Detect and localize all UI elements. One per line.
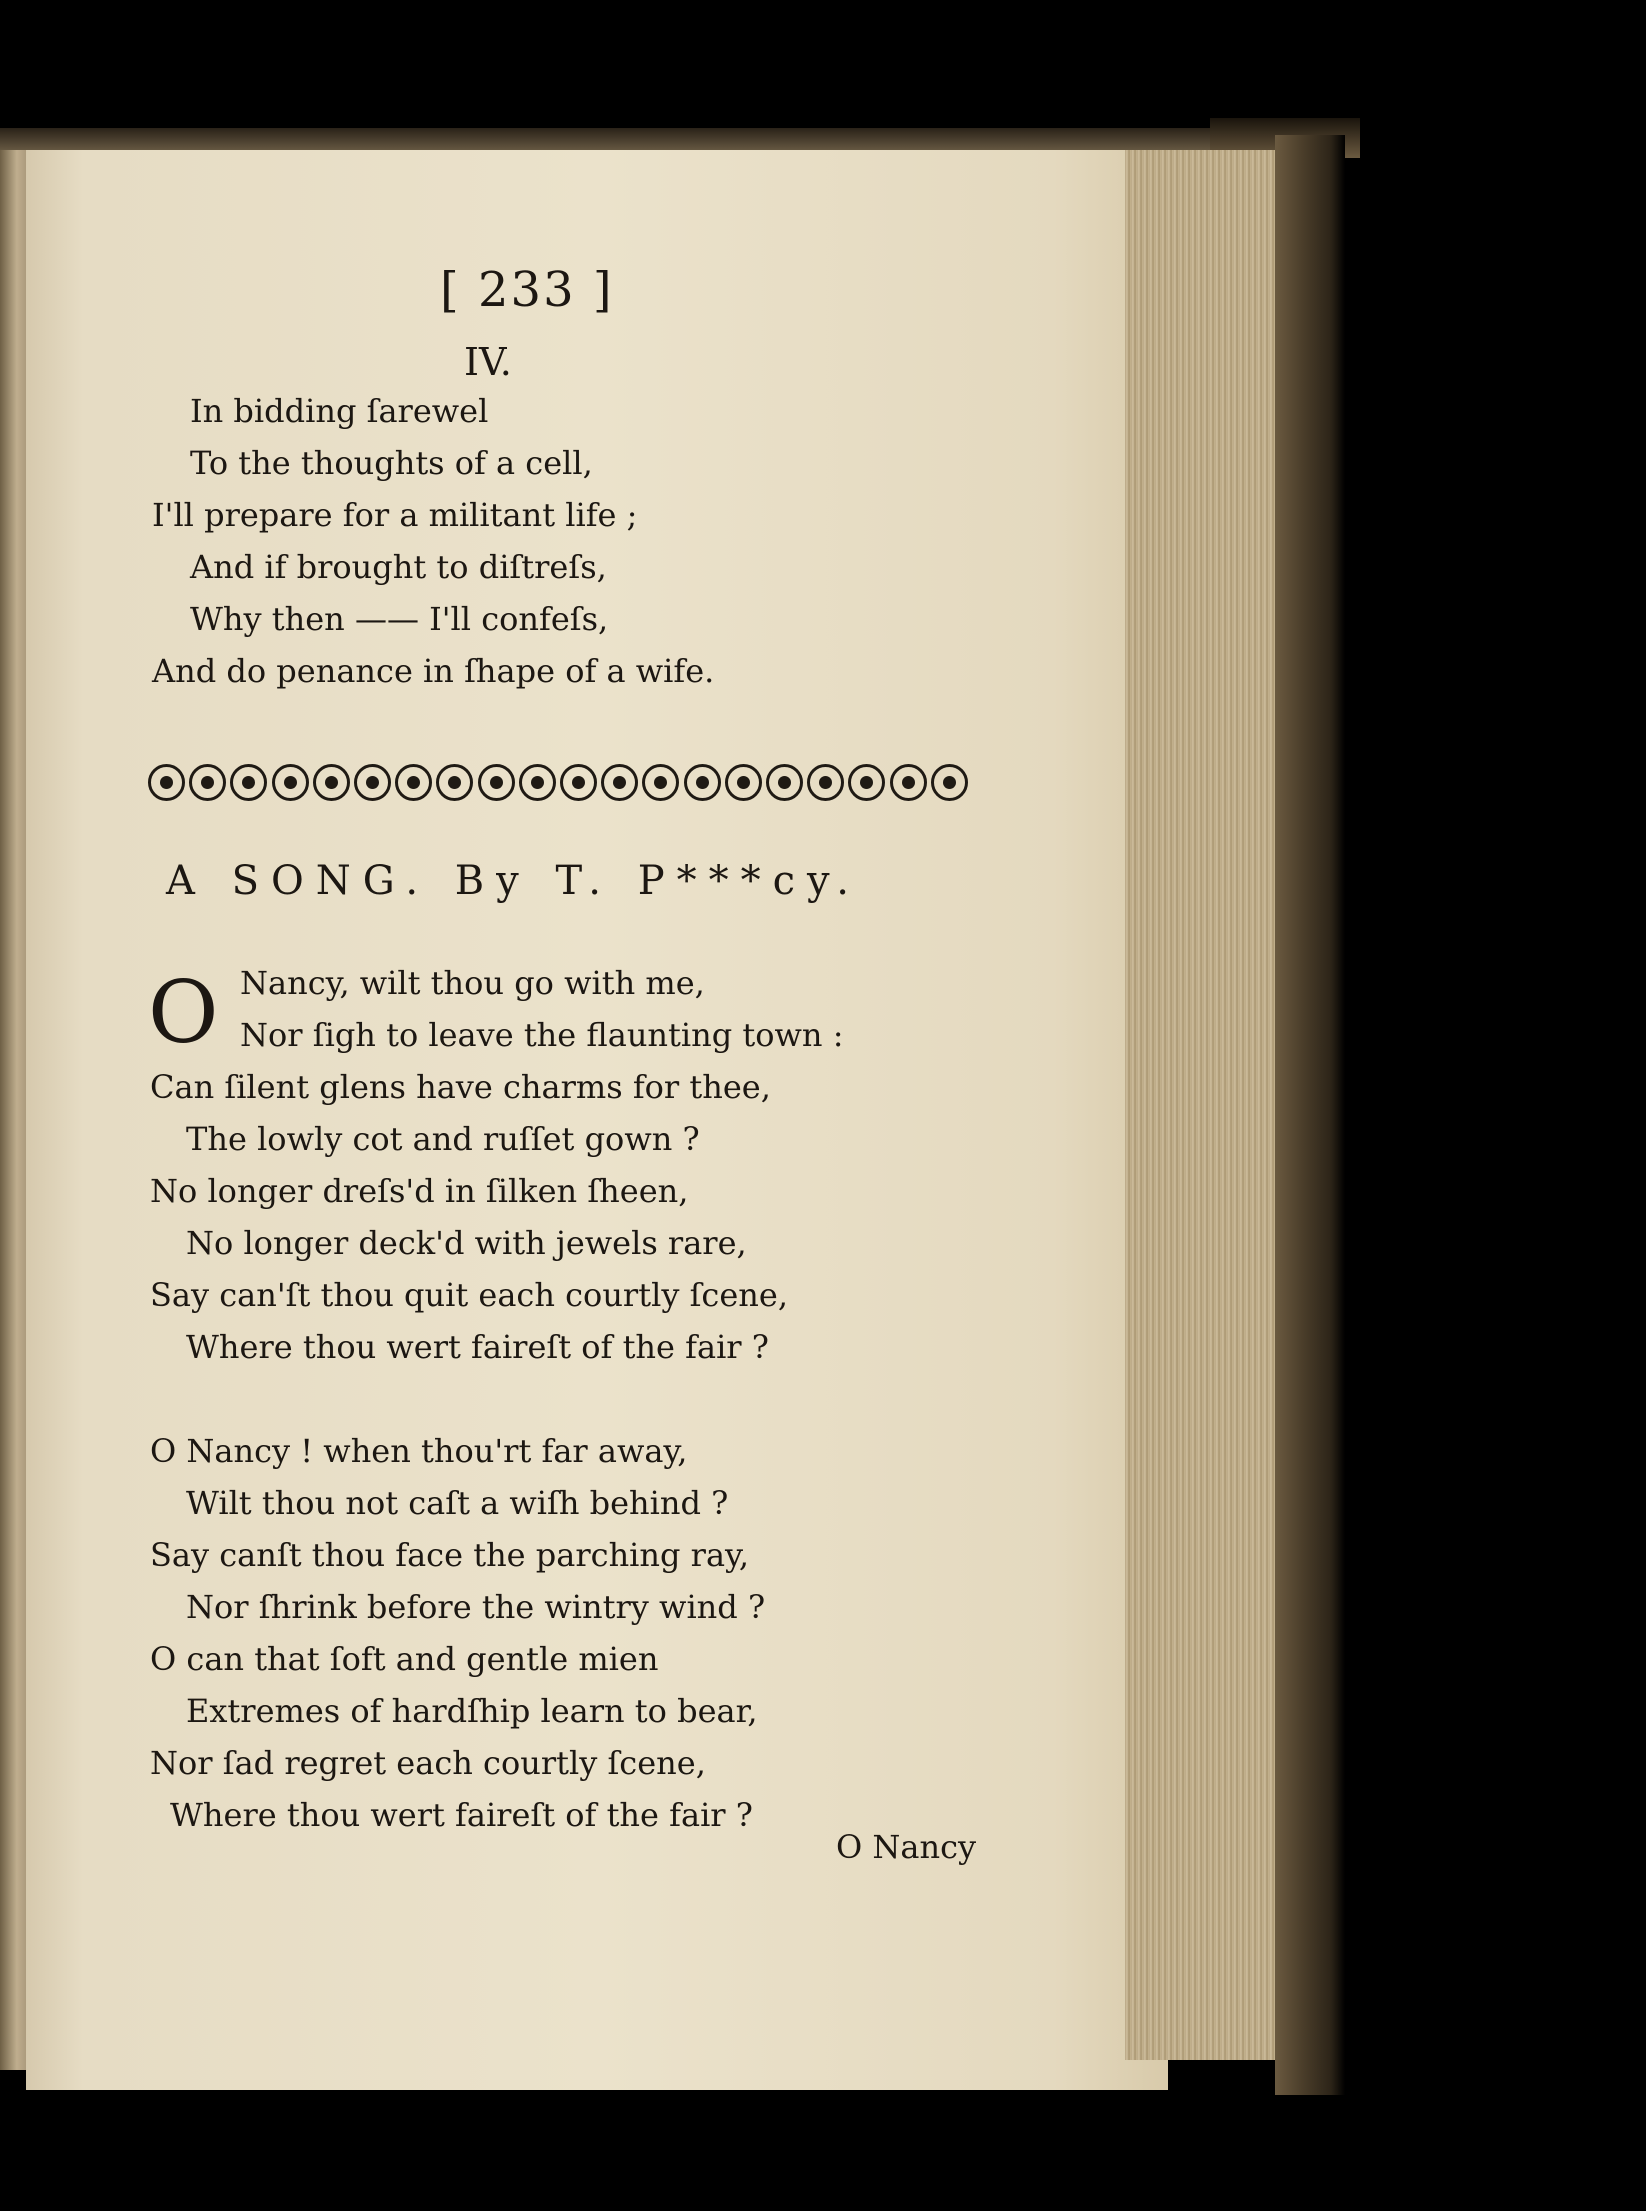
verse-line: O Nancy ! when thou'rt far away, <box>150 1432 688 1470</box>
stanza-line: To the thoughts of a cell, <box>190 444 593 482</box>
rosette-ornament <box>766 764 803 801</box>
verse-line: Where thou wert faireſt of the fair ? <box>186 1328 769 1366</box>
drop-cap: O <box>148 963 219 1063</box>
rosette-ornament <box>313 764 350 801</box>
verse-line: The lowly cot and ruſſet gown ? <box>186 1120 700 1158</box>
rosette-ornament <box>478 764 515 801</box>
rosette-ornament <box>395 764 432 801</box>
verse-line: Nor ſigh to leave the flaunting town : <box>240 1016 844 1054</box>
rosette-ornament <box>684 764 721 801</box>
rosette-ornament <box>519 764 556 801</box>
rosette-ornament <box>931 764 968 801</box>
verse-line: Can ſilent glens have charms for thee, <box>150 1068 771 1106</box>
stanza-line: Why then —— I'll confeſs, <box>190 600 609 638</box>
rosette-ornament <box>601 764 638 801</box>
verse-line: Wilt thou not caſt a wiſh behind ? <box>186 1484 729 1522</box>
verse-line: Say canſt thou face the parching ray, <box>150 1536 750 1574</box>
stanza-line: In bidding ſarewel <box>190 392 489 430</box>
rosette-ornament <box>890 764 927 801</box>
page-number: [ 233 ] <box>440 262 614 318</box>
rosette-ornament <box>848 764 885 801</box>
rosette-ornament <box>272 764 309 801</box>
verse-line: Where thou wert faireſt of the fair ? <box>170 1796 753 1834</box>
rosette-ornament <box>148 764 185 801</box>
page-block-edge <box>1125 150 1275 2060</box>
verse-line: Nancy, wilt thou go with me, <box>240 964 705 1002</box>
rosette-ornament <box>230 764 267 801</box>
rosette-ornament <box>807 764 844 801</box>
verse-line: No longer dreſs'd in ſilken ſheen, <box>150 1172 689 1210</box>
stanza-line: I'll prepare for a militant life ; <box>152 496 638 534</box>
stanza-line: And do penance in ſhape of a wife. <box>152 652 715 690</box>
left-page-edge <box>0 150 28 2070</box>
catchword: O Nancy <box>836 1828 977 1866</box>
verse-line: Nor ſad regret each courtly ſcene, <box>150 1744 706 1782</box>
rosette-ornament <box>725 764 762 801</box>
rosette-ornament <box>436 764 473 801</box>
verse-line: Say can'ſt thou quit each courtly ſcene, <box>150 1276 788 1314</box>
verse-line: No longer deck'd with jewels rare, <box>186 1224 747 1262</box>
verse-line: O can that ſoft and gentle mien <box>150 1640 659 1678</box>
rosette-ornament <box>189 764 226 801</box>
song-title: A SONG. By T. P***cy. <box>166 858 862 904</box>
rosette-ornament <box>560 764 597 801</box>
stanza-number: IV. <box>464 340 512 384</box>
rosette-ornament <box>642 764 679 801</box>
verse-line: Extremes of hardſhip learn to bear, <box>186 1692 758 1730</box>
verse-line: Nor ſhrink before the wintry wind ? <box>186 1588 766 1626</box>
ornament-divider <box>148 760 968 808</box>
rosette-ornament <box>354 764 391 801</box>
book-cover-edge <box>1275 135 1345 2095</box>
stanza-line: And if brought to diſtreſs, <box>190 548 607 586</box>
